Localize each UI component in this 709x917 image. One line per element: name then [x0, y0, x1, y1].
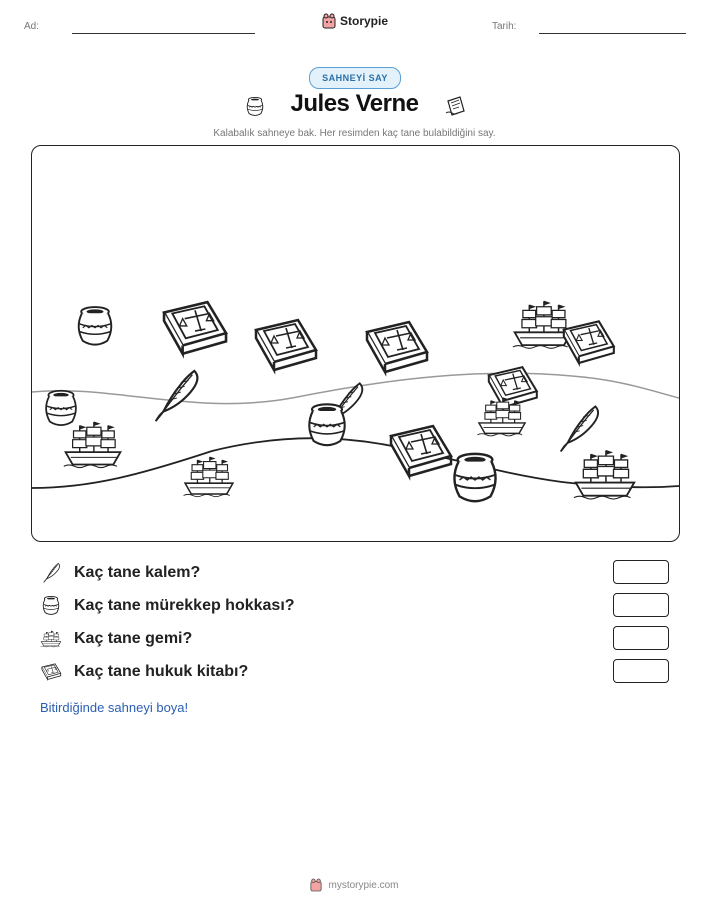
law-book-1	[164, 302, 226, 354]
question-row	[40, 593, 680, 619]
page-title: Jules Verne	[290, 90, 419, 117]
question-text: Kaç tane hukuk kitabı?	[74, 663, 249, 680]
sailing-ship-4	[184, 457, 233, 497]
quill-pen-1	[156, 371, 198, 421]
date-field[interactable]	[539, 33, 686, 34]
question-text: Kaç tane kalem?	[74, 564, 201, 581]
sailing-ship-icon	[40, 628, 62, 650]
inkwell-2	[46, 391, 76, 425]
finish-note: Bitirdiğinde sahneyi boya!	[40, 700, 189, 715]
date-label: Tarih:	[492, 21, 517, 32]
answer-box[interactable]	[613, 593, 669, 617]
instructions: Kalabalık sahneye bak. Her resimden kaç tane bulabildiğini say.	[213, 128, 496, 139]
quill-pen-icon	[40, 562, 62, 584]
law-book-4	[564, 321, 614, 363]
law-book-6	[391, 426, 451, 476]
brand-logo	[322, 13, 388, 29]
ground-line-lower	[32, 438, 679, 488]
question-row	[40, 659, 680, 685]
answer-box[interactable]	[613, 560, 669, 584]
sailing-ship-3	[64, 422, 121, 468]
storypie-logo-icon	[310, 878, 322, 892]
law-book-icon	[40, 661, 62, 683]
sailing-ship-5	[574, 450, 634, 499]
answer-box[interactable]	[613, 626, 669, 650]
question-text: Kaç tane gemi?	[74, 630, 193, 647]
answer-box[interactable]	[613, 659, 669, 683]
brand-name: Storypie	[340, 14, 389, 28]
law-book-2	[256, 320, 316, 370]
counting-scene	[31, 145, 680, 542]
storypie-logo-icon	[322, 13, 336, 29]
name-field[interactable]	[72, 33, 255, 34]
question-row	[40, 626, 680, 652]
law-book-3	[367, 322, 427, 372]
inkwell-3	[309, 404, 344, 445]
footer-url: mystorypie.com	[328, 879, 399, 891]
scene-drawing	[32, 146, 679, 541]
inkwell-icon	[40, 595, 62, 617]
quill-pen-3	[561, 406, 598, 451]
activity-badge: SAHNEYİ SAY	[309, 67, 401, 89]
inkwell-1	[79, 307, 112, 345]
sailing-ship-1	[513, 301, 572, 348]
name-label: Ad:	[24, 21, 40, 32]
inkwell-4	[454, 454, 495, 501]
question-row	[40, 560, 680, 586]
map-scroll-icon	[444, 95, 468, 119]
footer	[0, 878, 709, 892]
question-text: Kaç tane mürekkep hokkası?	[74, 597, 295, 614]
